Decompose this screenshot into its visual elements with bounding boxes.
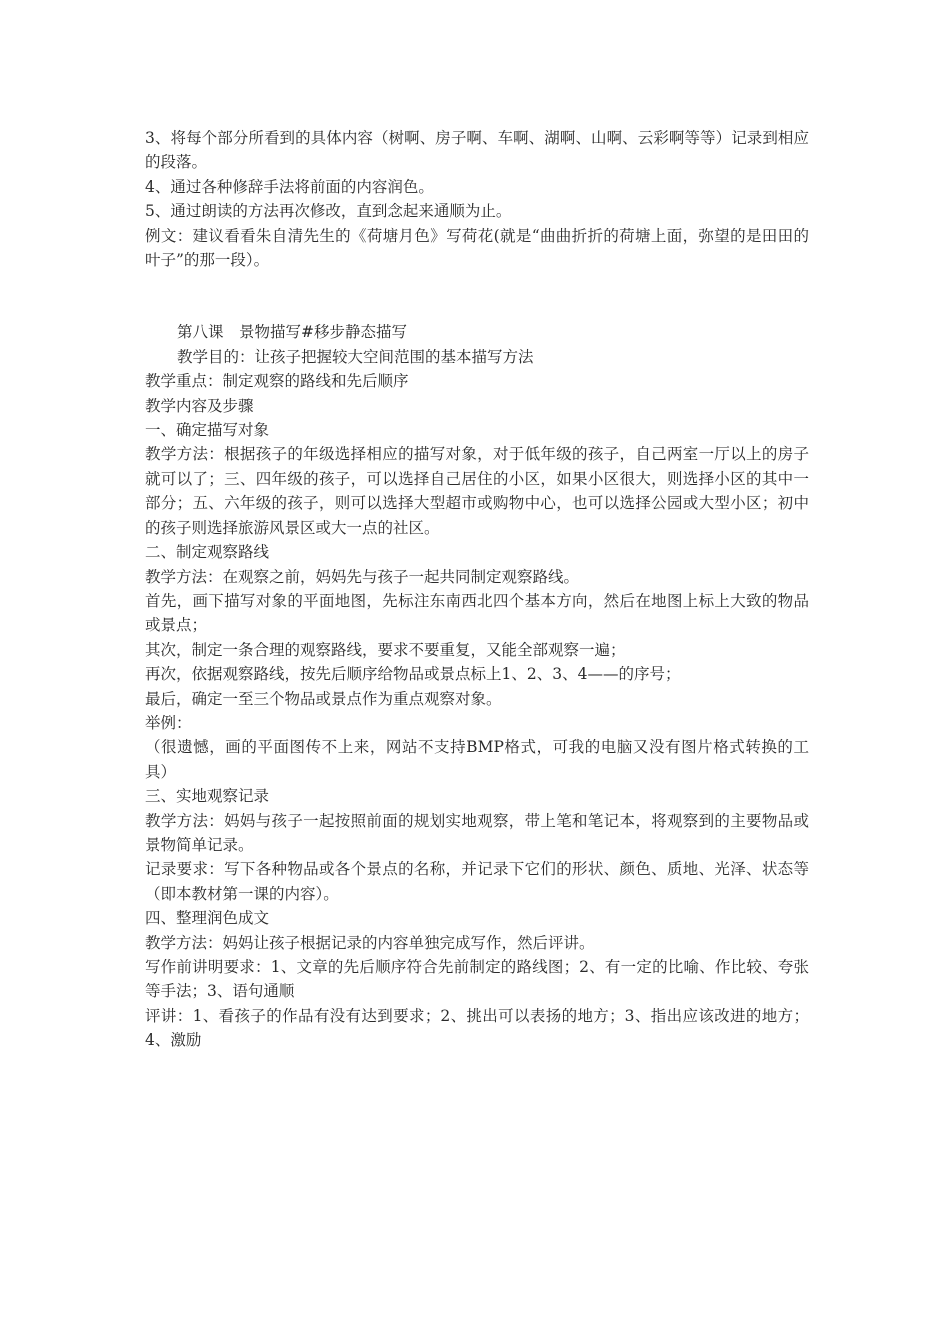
section-spacer [145, 272, 809, 320]
section-3-heading: 三、实地观察记录 [145, 787, 270, 806]
section-1-heading: 一、确定描写对象 [145, 421, 270, 440]
section-4-heading: 四、整理润色成文 [145, 909, 270, 928]
example-label: 举例： [145, 713, 192, 732]
writing-requirements: 写作前讲明要求：1、文章的先后顺序符合先前制定的路线图；2、有一定的比喻、作比较、夸张等手法；3、语句通顺 [145, 958, 809, 1001]
step-second: 其次，制定一条合理的观察路线，要求不要重复，又能全部观察一遍； [145, 640, 626, 659]
section-4-method: 教学方法：妈妈让孩子根据记录的内容单独完成写作，然后评讲。 [145, 933, 595, 952]
recording-requirements: 记录要求：写下各种物品或各个景点的名称，并记录下它们的形状、颜色、质地、光泽、状态等（即本教材第一课的内容）。 [145, 860, 809, 903]
section-2-heading: 二、制定观察路线 [145, 543, 270, 562]
section-3-method: 教学方法：妈妈与孩子一起按照前面的规划实地观察，带上笔和笔记本，将观察到的主要物品或景物简单记录。 [145, 811, 809, 854]
lesson-goal: 教学目的：让孩子把握较大空间范围的基本描写方法 [177, 347, 534, 366]
section-1-method: 教学方法：根据孩子的年级选择相应的描写对象，对于低年级的孩子，自己两室一厅以上的房子就可以了；三、四年级的孩子，可以选择自己居住的小区，如果小区很大，则选择小区的其中一部分；五、六年级的孩子，则可以选择大型超市或购物中心，也可以选择公园或大型小区；初中的孩子则选择旅游风景区或大一点的社区。 [145, 445, 809, 537]
step-4-paragraph: 4、通过各种修辞手法将前面的内容润色。 [145, 177, 434, 196]
review-steps: 评讲：1、看孩子的作品有没有达到要求；2、挑出可以表扬的地方；3、指出应该改进的地方；4、激励 [145, 1006, 809, 1050]
step-3-paragraph: 3、将每个部分所看到的具体内容（树啊、房子啊、车啊、湖啊、山啊、云彩啊等等）记录到相应的段落。 [145, 129, 809, 172]
lesson-title: 第八课 景物描写#移步静态描写 [177, 323, 407, 342]
image-note: （很遗憾，画的平面图传不上来，网站不支持BMP格式，可我的电脑又没有图片格式转换的工具） [145, 738, 809, 781]
content-steps-heading: 教学内容及步骤 [145, 396, 254, 415]
step-last: 最后，确定一至三个物品或景点作为重点观察对象。 [145, 689, 502, 708]
step-third: 再次，依据观察路线，按先后顺序给物品或景点标上1、2、3、4——的序号； [145, 665, 681, 684]
step-first: 首先，画下描写对象的平面地图，先标注东南西北四个基本方向，然后在地图上标上大致的物品或景点； [145, 591, 809, 635]
step-5-paragraph: 5、通过朗读的方法再次修改，直到念起来通顺为止。 [145, 202, 512, 221]
teaching-focus: 教学重点：制定观察的路线和先后顺序 [145, 372, 409, 391]
example-paragraph: 例文：建议看看朱自清先生的《荷塘月色》写荷花(就是“曲曲折折的荷塘上面，弥望的是田田的叶子”的那一段）。 [145, 226, 809, 270]
document-page [145, 126, 809, 1053]
section-2-method: 教学方法：在观察之前，妈妈先与孩子一起共同制定观察路线。 [145, 567, 580, 586]
